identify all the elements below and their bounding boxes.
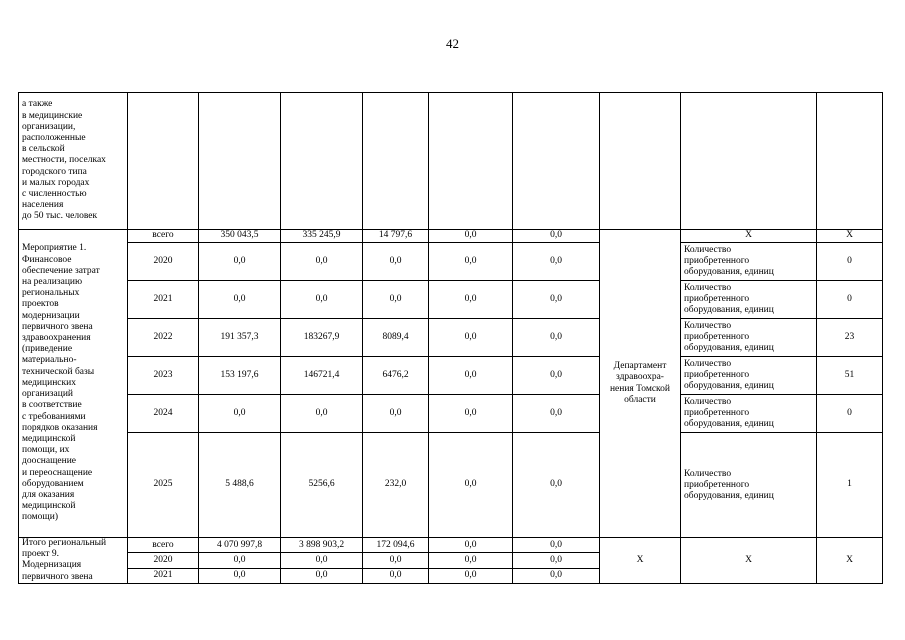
- indicator-value-cell: 1: [817, 433, 883, 538]
- federal-cell: 146721,4: [281, 357, 363, 395]
- other-cell: 0,0: [513, 319, 600, 357]
- total-cell: 191 357,3: [199, 319, 281, 357]
- empty-cell: [513, 93, 600, 230]
- regional-cell: 14 797,6: [363, 230, 429, 243]
- local-cell: 0,0: [429, 357, 513, 395]
- empty-cell: [128, 93, 199, 230]
- local-cell: 0,0: [429, 568, 513, 583]
- regional-cell: 6476,2: [363, 357, 429, 395]
- indicator-value-cell: 0: [817, 281, 883, 319]
- other-cell: 0,0: [513, 357, 600, 395]
- total-cell: 4 070 997,8: [199, 538, 281, 553]
- local-cell: 0,0: [429, 281, 513, 319]
- regional-cell: 232,0: [363, 433, 429, 538]
- indicator-value-cell: 0: [817, 243, 883, 281]
- indicator-value-cell: 51: [817, 357, 883, 395]
- other-cell: 0,0: [513, 281, 600, 319]
- table-row: [19, 357, 883, 395]
- year-cell: всего: [128, 230, 199, 243]
- other-cell: 0,0: [513, 538, 600, 553]
- local-cell: 0,0: [429, 395, 513, 433]
- year-cell: 2022: [128, 319, 199, 357]
- other-cell: 0,0: [513, 395, 600, 433]
- total-cell: 0,0: [199, 281, 281, 319]
- other-cell: 0,0: [513, 553, 600, 568]
- indicator-cell: Количество приобретенного оборудования, единиц: [681, 319, 817, 357]
- local-cell: 0,0: [429, 433, 513, 538]
- year-cell: 2021: [128, 281, 199, 319]
- page-number: 42: [446, 36, 459, 51]
- regional-cell: 0,0: [363, 395, 429, 433]
- total-cell: 0,0: [199, 395, 281, 433]
- measure-description: Мероприятие 1. Финансовое обеспечение затрат на реализацию региональных проектов модернизации первичного звена здравоохранения (приведение материально- технической базы медицинских организаций в соответствие с требованиями порядков оказания медицинской помощи, их дооснащение и переоснащение оборудованием для оказания медицинской помощи): [19, 230, 128, 538]
- other-cell: 0,0: [513, 568, 600, 583]
- year-cell: всего: [128, 538, 199, 553]
- table-row: [19, 281, 883, 319]
- local-cell: 0,0: [429, 230, 513, 243]
- federal-cell: 0,0: [281, 243, 363, 281]
- local-cell: 0,0: [429, 319, 513, 357]
- indicator-cell: Х: [681, 230, 817, 243]
- year-cell: 2025: [128, 433, 199, 538]
- continued-row: [19, 93, 883, 230]
- indicator-cell: Количество приобретенного оборудования, единиц: [681, 357, 817, 395]
- federal-cell: 0,0: [281, 568, 363, 583]
- federal-cell: 183267,9: [281, 319, 363, 357]
- table-row: [19, 230, 883, 243]
- total-cell: 0,0: [199, 553, 281, 568]
- total-cell: 0,0: [199, 243, 281, 281]
- federal-cell: 335 245,9: [281, 230, 363, 243]
- regional-cell: 8089,4: [363, 319, 429, 357]
- indicator-cell: Количество приобретенного оборудования, единиц: [681, 281, 817, 319]
- empty-cell: [681, 93, 817, 230]
- empty-cell: [281, 93, 363, 230]
- federal-cell: 3 898 903,2: [281, 538, 363, 553]
- empty-cell: [817, 93, 883, 230]
- regional-cell: 0,0: [363, 568, 429, 583]
- year-cell: 2020: [128, 243, 199, 281]
- indicator-value-cell: Х: [817, 538, 883, 584]
- federal-cell: 0,0: [281, 395, 363, 433]
- indicator-value-cell: Х: [817, 230, 883, 243]
- year-cell: 2023: [128, 357, 199, 395]
- regional-cell: 172 094,6: [363, 538, 429, 553]
- program-table: [18, 92, 883, 584]
- indicator-cell: Х: [681, 538, 817, 584]
- indicator-value-cell: 0: [817, 395, 883, 433]
- local-cell: 0,0: [429, 538, 513, 553]
- table-row: [19, 538, 883, 553]
- indicator-value-cell: 23: [817, 319, 883, 357]
- empty-cell: [199, 93, 281, 230]
- total-cell: 153 197,6: [199, 357, 281, 395]
- local-cell: 0,0: [429, 553, 513, 568]
- federal-cell: 0,0: [281, 553, 363, 568]
- project-total-description: Итого региональный проект 9. Модернизация первичного звена: [19, 538, 128, 584]
- table-row: [19, 243, 883, 281]
- indicator-cell: Количество приобретенного оборудования, единиц: [681, 433, 817, 538]
- year-cell: 2024: [128, 395, 199, 433]
- empty-cell: [429, 93, 513, 230]
- local-cell: 0,0: [429, 243, 513, 281]
- continued-description: а также в медицинские организации, расположенные в сельской местности, поселках городского типа и малых городах с численностью населения до 50 тыс. человек: [19, 93, 128, 230]
- other-cell: 0,0: [513, 243, 600, 281]
- regional-cell: 0,0: [363, 553, 429, 568]
- executor-cell: Х: [600, 538, 681, 584]
- other-cell: 0,0: [513, 433, 600, 538]
- executor-cell: Департамент здравоохра- нения Томской области: [600, 230, 681, 538]
- empty-cell: [363, 93, 429, 230]
- table-row: [19, 395, 883, 433]
- year-cell: 2020: [128, 553, 199, 568]
- federal-cell: 0,0: [281, 281, 363, 319]
- table-row: [19, 433, 883, 538]
- federal-cell: 5256,6: [281, 433, 363, 538]
- other-cell: 0,0: [513, 230, 600, 243]
- empty-cell: [600, 93, 681, 230]
- table-row: [19, 319, 883, 357]
- total-cell: 5 488,6: [199, 433, 281, 538]
- indicator-cell: Количество приобретенного оборудования, единиц: [681, 243, 817, 281]
- total-cell: 0,0: [199, 568, 281, 583]
- year-cell: 2021: [128, 568, 199, 583]
- regional-cell: 0,0: [363, 243, 429, 281]
- regional-cell: 0,0: [363, 281, 429, 319]
- indicator-cell: Количество приобретенного оборудования, единиц: [681, 395, 817, 433]
- total-cell: 350 043,5: [199, 230, 281, 243]
